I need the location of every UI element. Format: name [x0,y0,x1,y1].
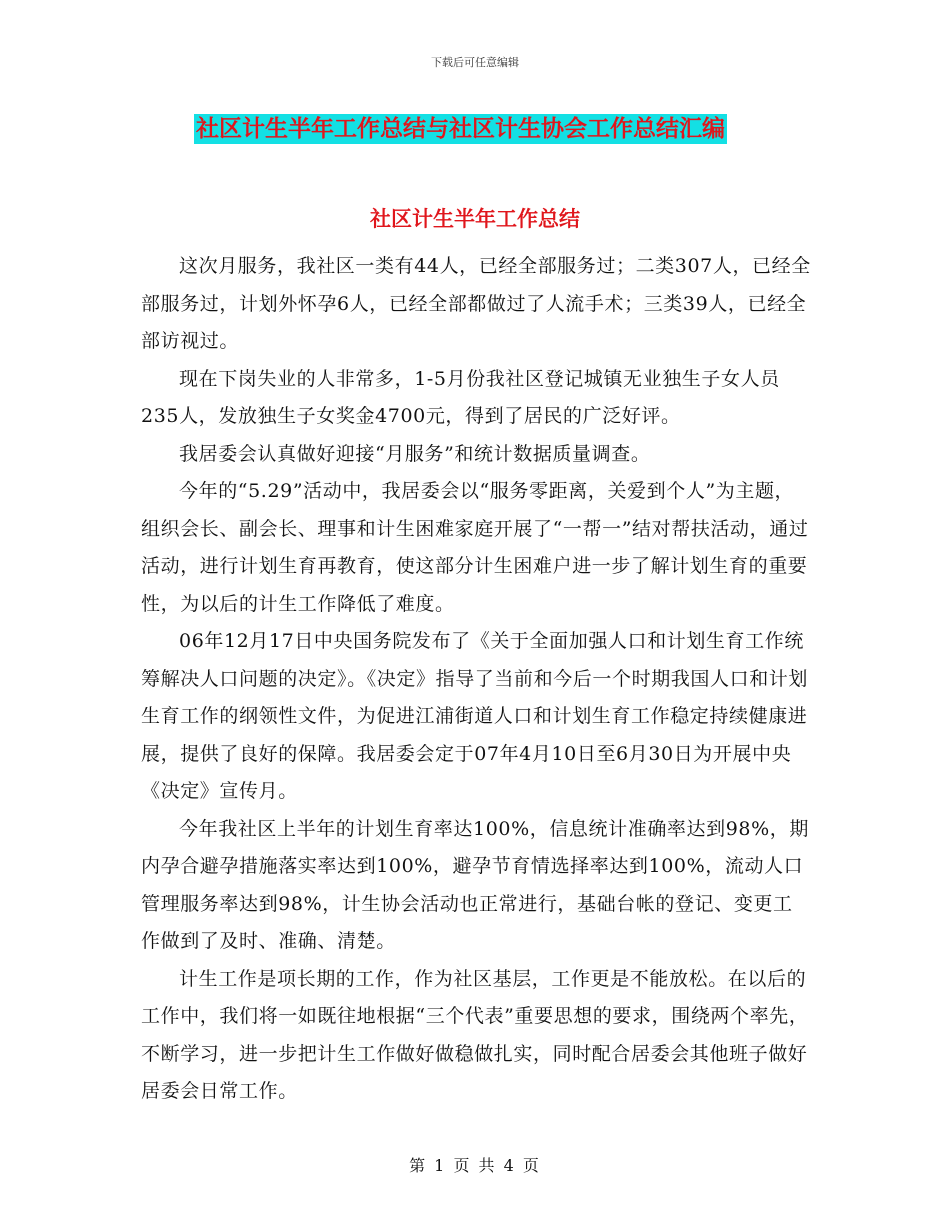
paragraph: 今年我社区上半年的计划生育率达100%，信息统计准确率达到98%，期内孕合避孕措施落实率达到100%，避孕节育情选择率达到100%，流动人口管理服务率达到98%，计生协会活动也正常进行，基础台帐的登记、变更工作做到了及时、准确、清楚。 [141,817,809,952]
page-number: 第 1 页 共 4 页 [409,1156,541,1175]
header-note: 下载后可任意编辑 [431,56,519,69]
paragraph: 我居委会认真做好迎接“月服务”和统计数据质量调查。 [179,442,651,465]
paragraph: 06年12月17日中央国务院发布了《关于全面加强人口和计划生育工作统筹解决人口问题的决定》。《决定》指导了当前和今后一个时期我国人口和计划生育工作的纲领性文件，为促进江浦街道人口和计划生育工作稳定持续健康进展，提供了良好的保障。我居委会定于07年4月10日至6月30日为开展中央《决定》宣传月。 [141,630,809,802]
paragraph: 今年的“5.29”活动中，我居委会以“服务零距离，关爱到个人”为主题，组织会长、副会长、理事和计生困难家庭开展了“一帮一”结对帮扶活动，通过活动，进行计划生育再教育，使这部分计生困难户进一步了解计划生育的重要性，为以后的计生工作降低了难度。 [141,480,809,615]
paragraph: 计生工作是项长期的工作，作为社区基层，工作更是不能放松。在以后的工作中，我们将一如既往地根据“三个代表”重要思想的要求，围绕两个率先，不断学习，进一步把计生工作做好做稳做扎实，同时配合居委会其他班子做好居委会日常工作。 [141,967,809,1102]
section-title: 社区计生半年工作总结 [370,207,580,231]
document-body [141,248,811,1111]
paragraph: 这次月服务，我社区一类有44人，已经全部服务过；二类307人，已经全部服务过，计划外怀孕6人，已经全部都做过了人流手术；三类39人，已经全部访视过。 [141,255,811,352]
document-title: 社区计生半年工作总结与社区计生协会工作总结汇编 [196,116,725,142]
paragraph: 现在下岗失业的人非常多，1-5月份我社区登记城镇无业独生子女人员235人，发放独生子女奖金4700元，得到了居民的广泛好评。 [141,367,780,427]
